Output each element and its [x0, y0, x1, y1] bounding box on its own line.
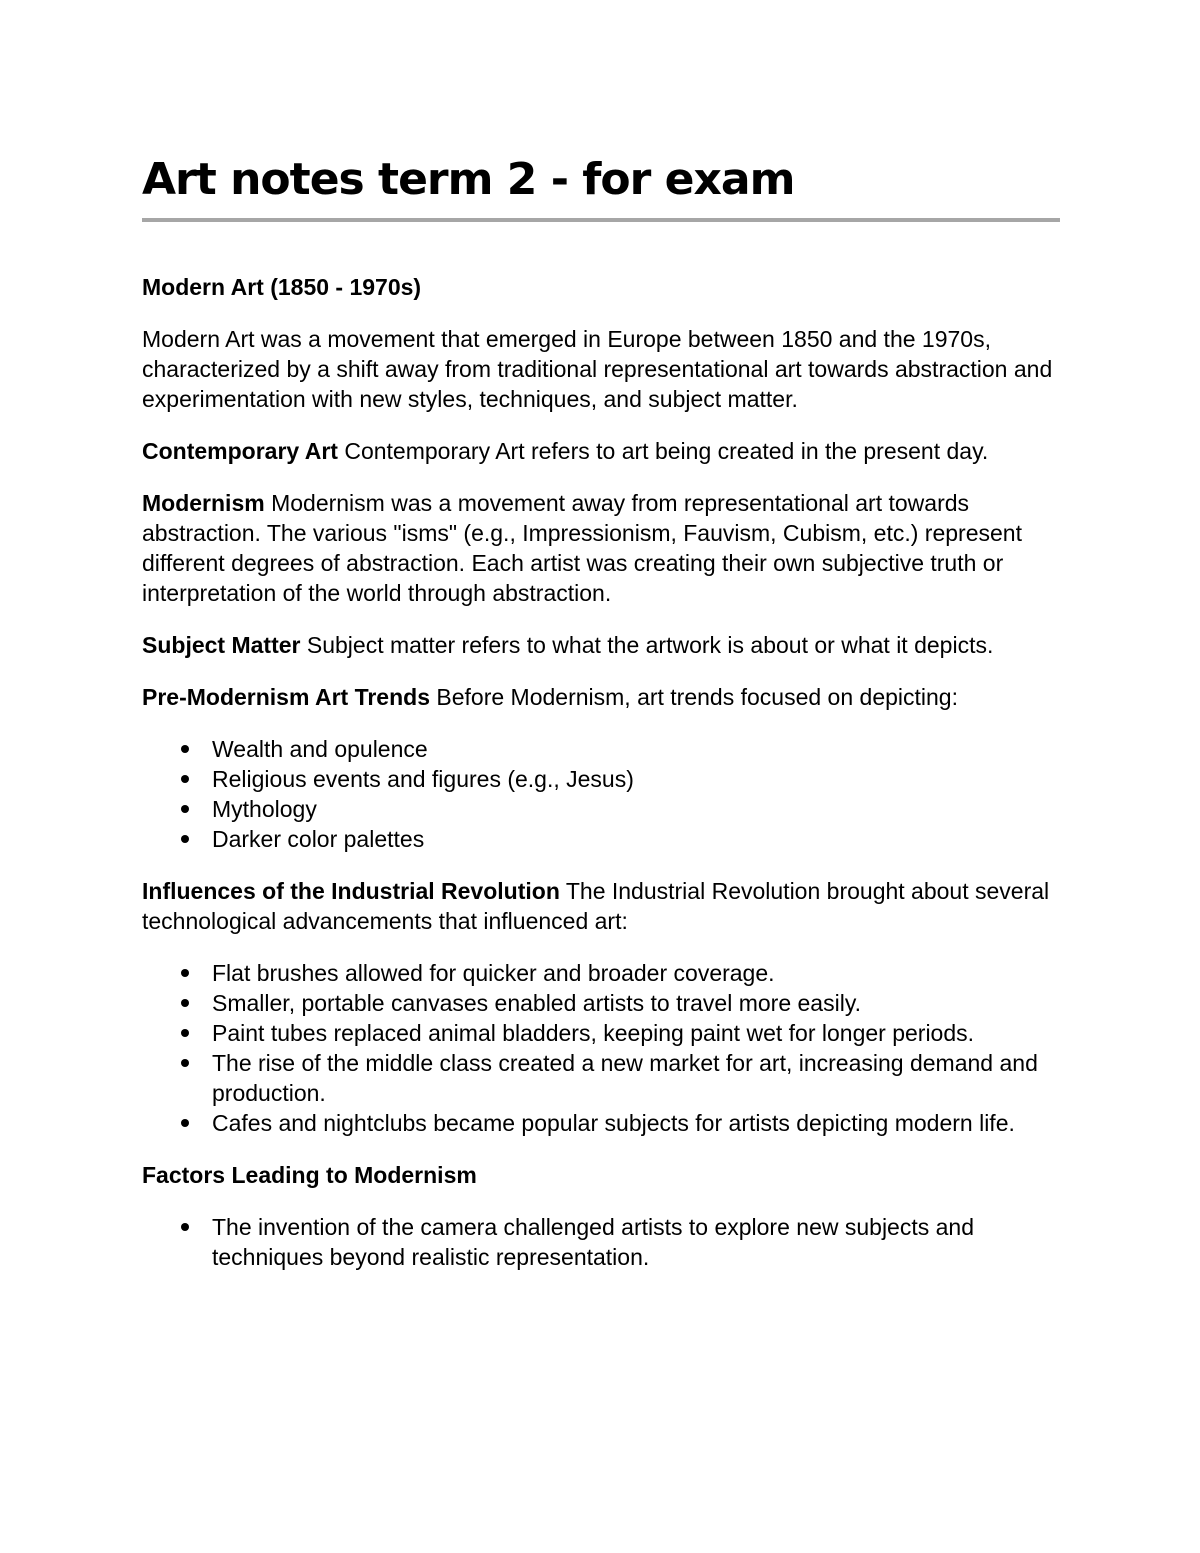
list-item: Religious events and figures (e.g., Jesus)	[142, 764, 1062, 794]
bullet-icon	[181, 1029, 189, 1037]
list-item: Paint tubes replaced animal bladders, keeping paint wet for longer periods.	[142, 1018, 1062, 1048]
definition-subject-matter: Subject matter refers to what the artwork is about or what it depicts.	[300, 632, 994, 658]
bullet-icon	[181, 745, 189, 753]
section-heading-factors: Factors Leading to Modernism	[142, 1162, 477, 1188]
term-subject-matter: Subject Matter	[142, 632, 301, 658]
paragraph-industrial-revolution	[142, 876, 1062, 936]
bullet-icon	[181, 805, 189, 813]
list-item: Darker color palettes	[142, 824, 1062, 854]
bullet-icon	[181, 1119, 189, 1127]
bullet-icon	[181, 835, 189, 843]
paragraph-modernism	[142, 488, 1062, 608]
definition-contemporary-art: Contemporary Art refers to art being created in the present day.	[337, 438, 989, 464]
section-heading-modern-art: Modern Art (1850 - 1970s)	[142, 274, 422, 300]
list-pre-modernism	[142, 734, 1062, 854]
paragraph-pre-modernism	[142, 682, 1062, 712]
list-factors	[142, 1212, 1062, 1272]
list-item: Cafes and nightclubs became popular subjects for artists depicting modern life.	[142, 1108, 1062, 1138]
term-modernism: Modernism	[142, 490, 265, 516]
definition-modernism: Modernism was a movement away from representational art towards abstraction. The various "isms" (e.g., Impressionism, Fauvism, Cubism, etc.) represent different degrees of abstraction. Each artist was creating their own subjective truth or interpretation of the world through abstraction.	[142, 490, 1022, 606]
list-item: Flat brushes allowed for quicker and broader coverage.	[142, 958, 1062, 988]
bullet-icon	[181, 1223, 189, 1231]
paragraph-subject-matter	[142, 630, 1062, 660]
paragraph-contemporary-art	[142, 436, 1062, 466]
list-item: Mythology	[142, 794, 1062, 824]
list-item: The rise of the middle class created a new market for art, increasing demand and production.	[142, 1048, 1062, 1108]
bullet-icon	[181, 999, 189, 1007]
document-content	[142, 150, 1062, 1272]
document-title: Art notes term 2 - for exam	[142, 154, 795, 205]
list-industrial-revolution	[142, 958, 1062, 1138]
list-item: Smaller, portable canvases enabled artists to travel more easily.	[142, 988, 1062, 1018]
term-contemporary-art: Contemporary Art	[142, 438, 338, 464]
definition-industrial-revolution: The Industrial Revolution brought about several technological advancements that influenced art:	[142, 878, 1050, 934]
term-pre-modernism: Pre-Modernism Art Trends	[142, 684, 430, 710]
term-industrial-revolution: Influences of the Industrial Revolution	[142, 878, 560, 904]
paragraph-modern-art: Modern Art was a movement that emerged in Europe between 1850 and the 1970s, characterized by a shift away from traditional representational art towards abstraction and experimentation with new styles, techniques, and subject matter.	[142, 326, 1053, 412]
definition-pre-modernism: Before Modernism, art trends focused on depicting:	[429, 684, 958, 710]
list-item: Wealth and opulence	[142, 734, 1062, 764]
title-divider	[142, 218, 1060, 222]
bullet-icon	[181, 1059, 189, 1067]
bullet-icon	[181, 969, 189, 977]
list-item: The invention of the camera challenged artists to explore new subjects and techniques beyond realistic representation.	[142, 1212, 1062, 1272]
bullet-icon	[181, 775, 189, 783]
